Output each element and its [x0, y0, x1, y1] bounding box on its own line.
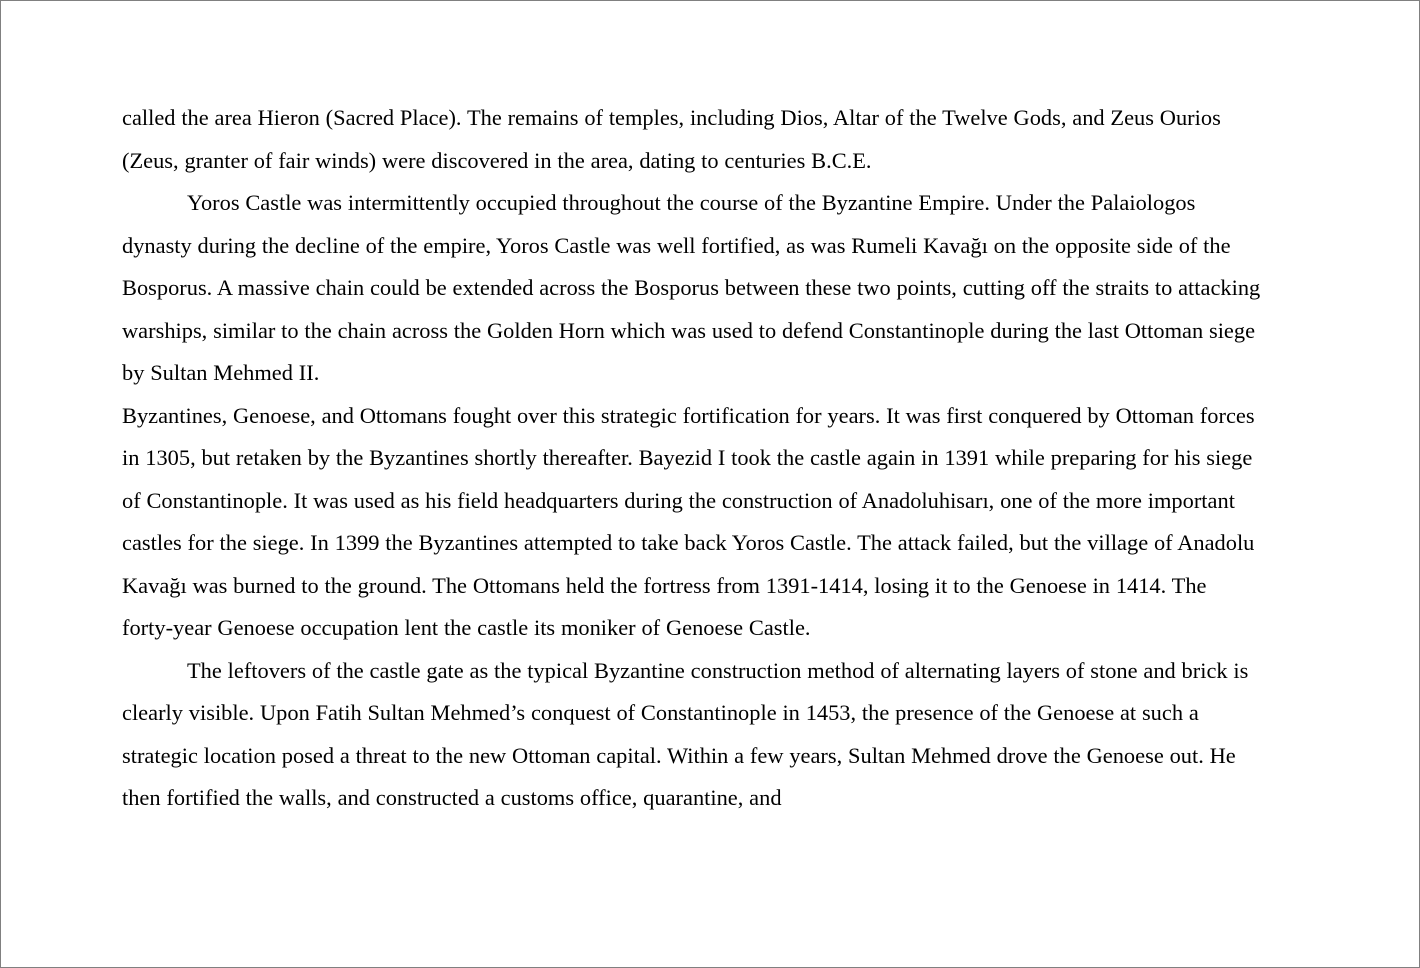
paragraph-castle-gate: The leftovers of the castle gate as the typical Byzantine construction method of alternating layers of stone and brick is clearly visible. Upon Fatih Sultan Mehmed’s conquest of Constantinople in 1453, the presence of the Genoese at such a strategic location posed a threat to the new Ottoman capital. Within a few years, Sultan Mehmed drove the Genoese out. He then fortified the walls, and constructed a customs office, quarantine, and — [122, 657, 1249, 810]
paragraph-conquests: Byzantines, Genoese, and Ottomans fought over this strategic fortification for years. It was first conquered by Ottoman forces in 1305, but retaken by the Byzantines shortly thereafter. Bayezid I took the castle again in 1391 while preparing for his siege of Constantinople. It was used as his field headquarters during the construction of Anadoluhisarı, one of the more important castles for the siege. In 1399 the Byzantines attempted to take back Yoros Castle. The attack failed, but the village of Anadolu Kavağı was burned to the ground. The Ottomans held the fortress from 1391-1414, losing it to the Genoese in 1414. The forty-year Genoese occupation lent the castle its moniker of Genoese Castle. — [122, 402, 1255, 640]
paragraph-byzantine-occupation: Yoros Castle was intermittently occupied throughout the course of the Byzantine Empire. Under the Palaiologos dynasty during the decline of the empire, Yoros Castle was well fortified, as was Rumeli Kavağı on the opposite side of the Bosporus. A massive chain could be extended across the Bosporus between these two points, cutting off the straits to attacking warships, similar to the chain across the Golden Horn which was used to defend Constantinople during the last Ottoman siege by Sultan Mehmed II. — [122, 190, 1261, 385]
paragraph-hieron: called the area Hieron (Sacred Place). The remains of temples, including Dios, Altar of the Twelve Gods, and Zeus Ourios (Zeus, granter of fair winds) were discovered in the area, dating to centuries B.C.E. — [122, 105, 1221, 173]
document-text-body — [122, 97, 1262, 820]
